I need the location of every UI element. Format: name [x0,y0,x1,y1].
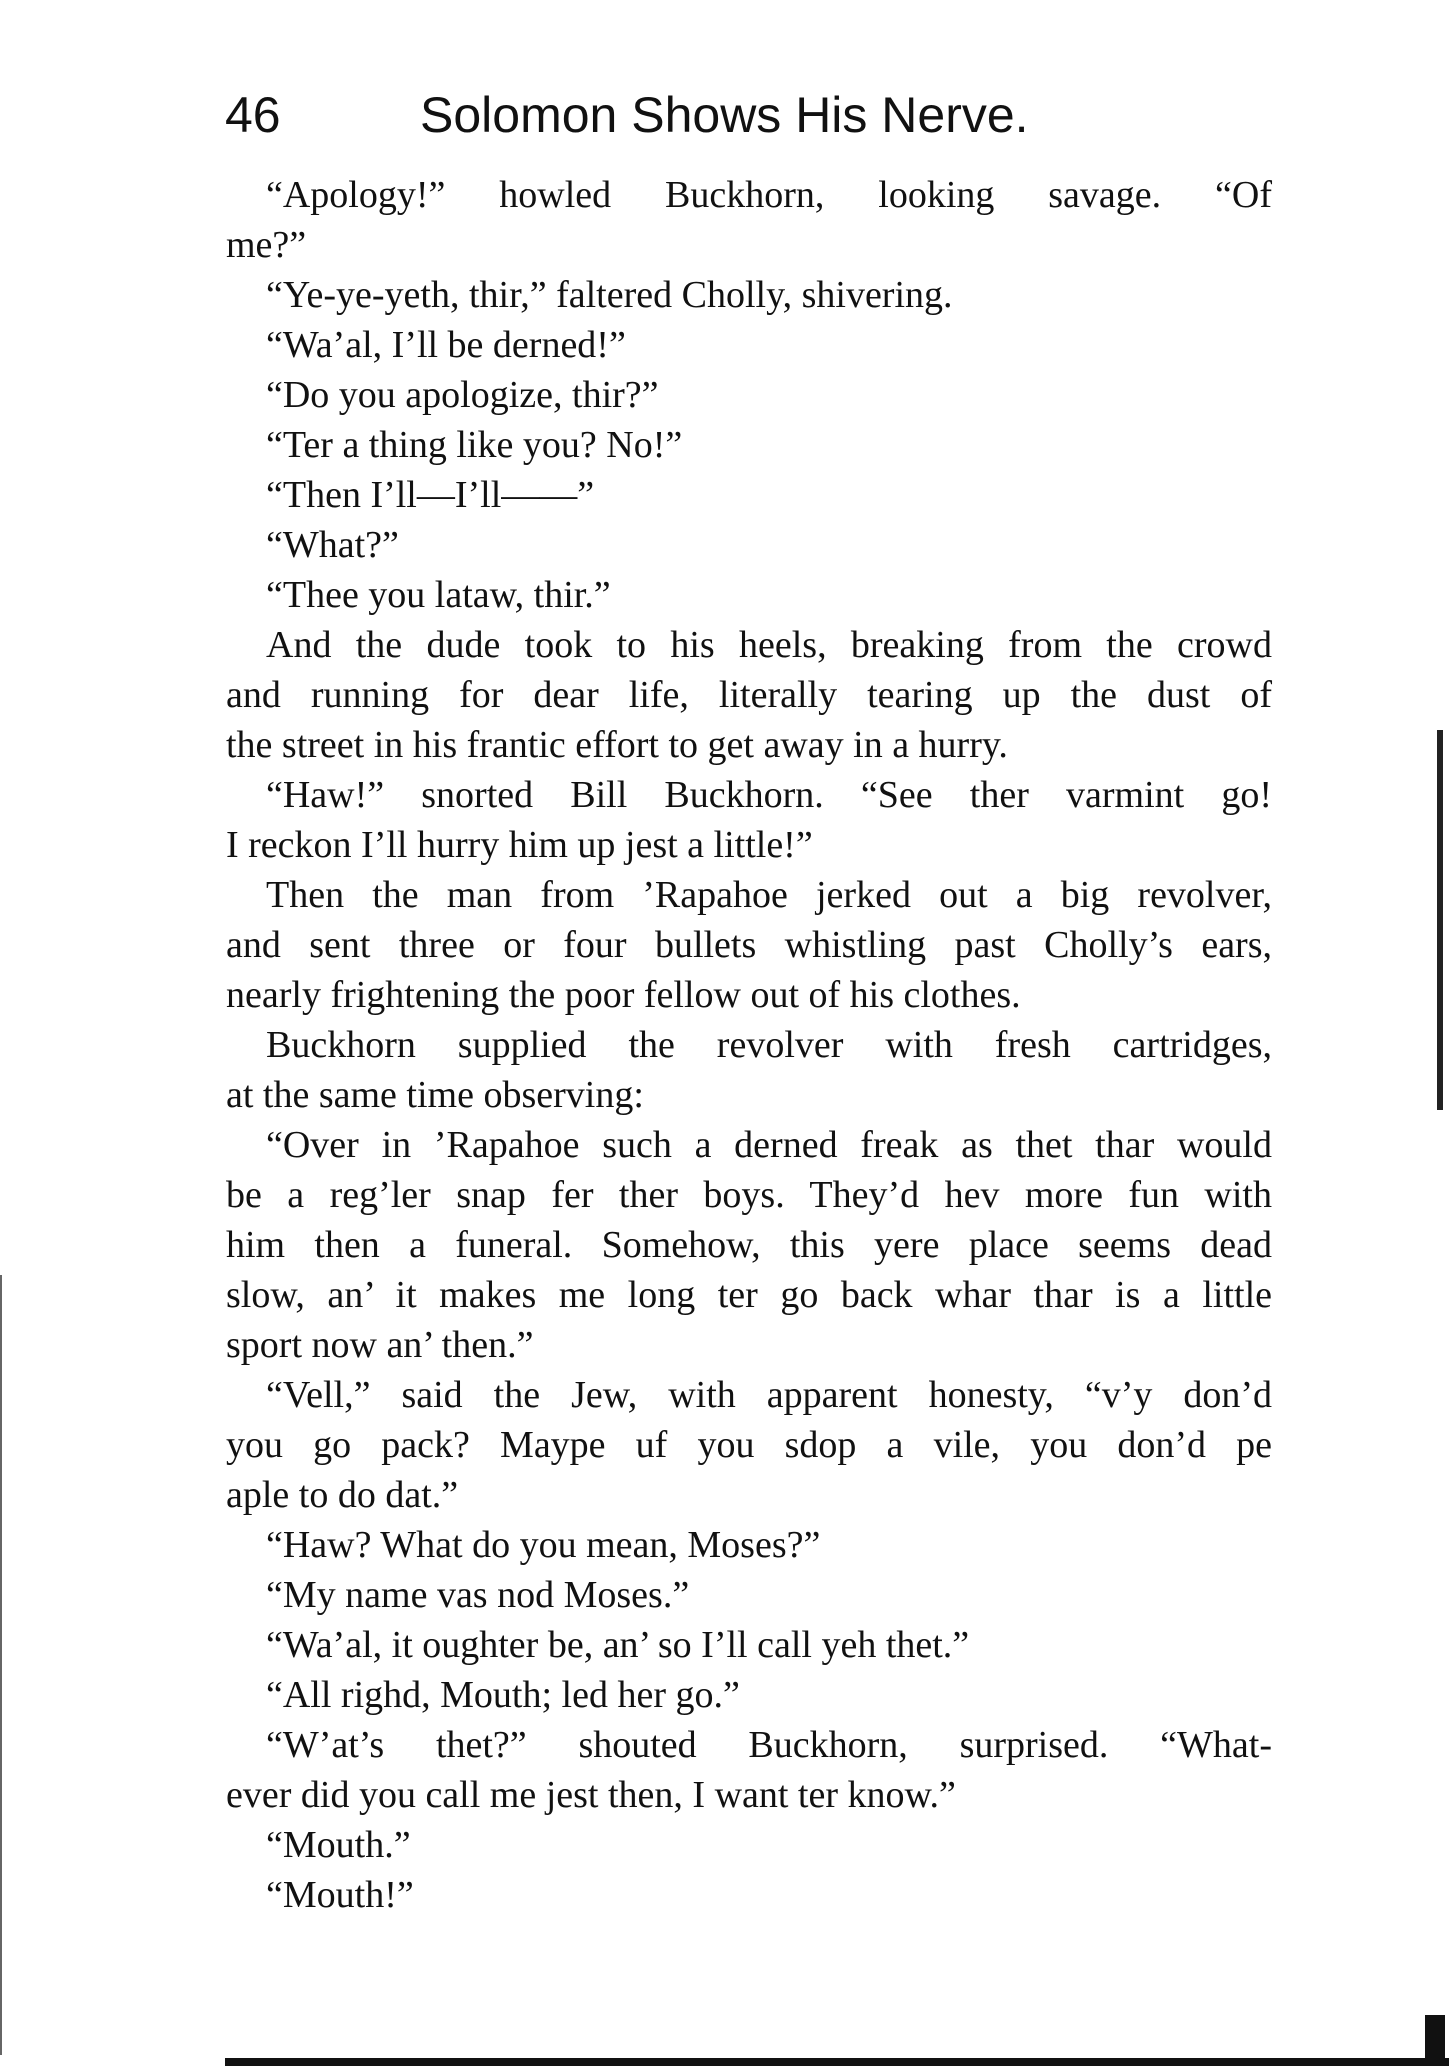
running-title: Solomon Shows His Nerve. [420,87,1029,143]
text-line: “Then I’ll—I’ll——” [266,474,595,516]
text-line: “My name vas nod Moses.” [266,1574,690,1616]
text-line: “Haw? What do you mean, Moses?” [266,1524,821,1566]
page-edge-shadow-left [0,1275,2,2055]
text-line: “Ye-ye-yeth, thir,” faltered Cholly, shivering. [266,274,953,316]
text-line: at the same time observing: [226,1074,644,1116]
body-text [226,170,1272,1920]
text-line: and running for dear life, literally tearing up the dust of [226,674,1272,716]
text-line: you go pack? Maype uf you sdop a vile, you don’d pe [226,1424,1272,1466]
page-edge-shadow-right [1437,730,1443,1110]
text-line: sport now an’ then.” [226,1324,534,1366]
text-line: aple to do dat.” [226,1474,459,1516]
text-line: slow, an’ it makes me long ter go back whar thar is a little [226,1274,1272,1316]
text-line: “W’at’s thet?” shouted Buckhorn, surprised. “What- [266,1724,1272,1766]
text-line: me?” [226,224,307,266]
text-line: be a reg’ler snap fer ther boys. They’d hev more fun with [226,1174,1272,1216]
text-line: “What?” [266,524,399,566]
text-line: “Apology!” howled Buckhorn, looking savage. “Of [266,174,1272,216]
text-line: I reckon I’ll hurry him up jest a little!” [226,824,813,866]
text-line: “Do you apologize, thir?” [266,374,659,416]
text-line: “Mouth!” [266,1874,414,1916]
text-line: “Vell,” said the Jew, with apparent honesty, “v’y don’d [266,1374,1272,1416]
text-line: “Mouth.” [266,1824,411,1866]
text-line: nearly frightening the poor fellow out of his clothes. [226,974,1021,1016]
text-line: “Thee you lataw, thir.” [266,574,611,616]
page-number: 46 [225,87,281,143]
text-line: “Wa’al, it oughter be, an’ so I’ll call yeh thet.” [266,1624,970,1666]
text-line: the street in his frantic effort to get away in a hurry. [226,724,1008,766]
text-line: ever did you call me jest then, I want ter know.” [226,1774,956,1816]
text-line: “Haw!” snorted Bill Buckhorn. “See ther varmint go! [266,774,1272,816]
text-line: “All righd, Mouth; led her go.” [266,1674,740,1716]
text-line: “Wa’al, I’ll be derned!” [266,324,626,366]
page-edge-shadow-bottom [225,2058,1449,2066]
text-line: and sent three or four bullets whistling past Cholly’s ears, [226,924,1272,966]
text-line: “Ter a thing like you? No!” [266,424,683,466]
text-line: Then the man from ’Rapahoe jerked out a big revolver, [266,874,1272,916]
text-line: “Over in ’Rapahoe such a derned freak as thet thar would [266,1124,1272,1166]
text-line: And the dude took to his heels, breaking from the crowd [266,624,1272,666]
page-edge-shadow-corner [1425,2015,1445,2065]
text-line: Buckhorn supplied the revolver with fresh cartridges, [266,1024,1272,1066]
text-line: him then a funeral. Somehow, this yere place seems dead [226,1224,1272,1266]
